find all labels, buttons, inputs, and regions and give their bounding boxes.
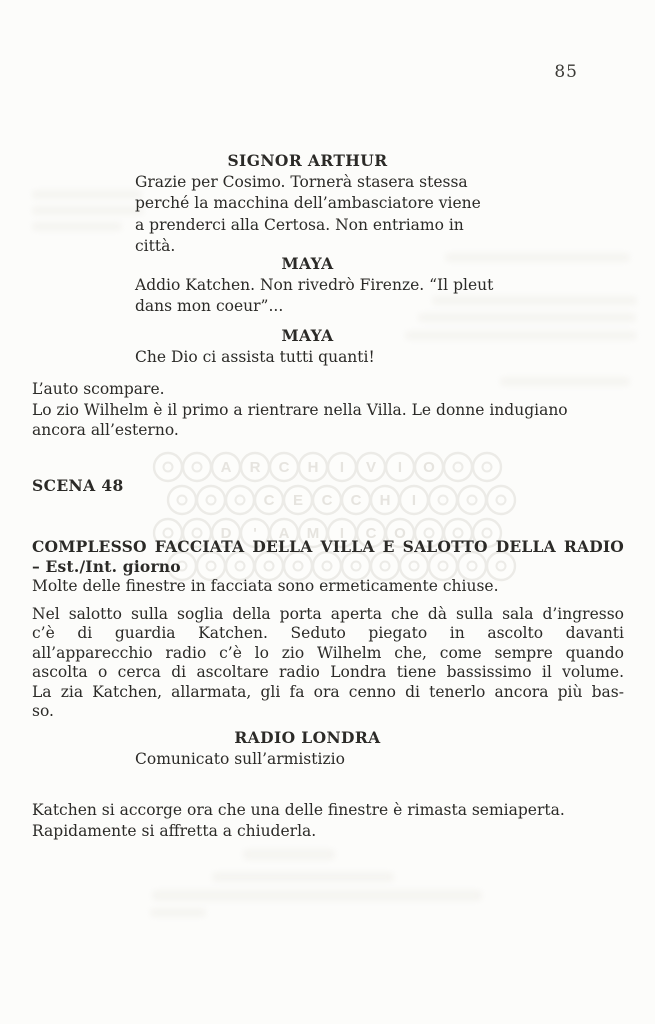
dialogue-lines: Grazie per Cosimo. Tornerà stasera stessa perché la macchina dell’ambasciatore viene a prenderci alla Certosa. Non entriamo in città. bbox=[135, 172, 481, 255]
bleedthrough-smudge bbox=[212, 872, 394, 882]
character-name: MAYA bbox=[281, 326, 334, 345]
dialogue-block-maya-2 bbox=[135, 325, 480, 368]
slugline-title: COMPLESSO FACCIATA DELLA VILLA E SALOTTO DELLA RADIO – Est./Int. giorno bbox=[32, 537, 624, 576]
svg-text:C: C bbox=[350, 492, 362, 509]
bleedthrough-smudge bbox=[152, 890, 482, 901]
character-name: MAYA bbox=[281, 254, 334, 273]
svg-text:C: C bbox=[278, 459, 290, 476]
svg-text:': ' bbox=[253, 525, 257, 542]
scene-heading: SCENA 48 bbox=[32, 476, 124, 495]
svg-text:A: A bbox=[278, 525, 290, 542]
svg-text:H: H bbox=[307, 459, 319, 476]
svg-text:I: I bbox=[339, 459, 345, 476]
slugline-description: Molte delle finestre in facciata sono ermeticamente chiuse. bbox=[32, 577, 499, 595]
character-name: RADIO LONDRA bbox=[234, 728, 381, 747]
scene-slugline bbox=[32, 537, 624, 597]
svg-text:E: E bbox=[292, 492, 304, 509]
action-paragraph-salotto: Nel salotto sulla soglia della porta aperta che dà sulla sala d’ingresso c’è di guardia Katchen. Seduto piegato in ascolto davanti all’apparecchio radio c’è lo zio Wilhelm che, come sempre quando ascolta o cerca di ascoltare radio Londra tiene bassissimo il volume. La zia Katchen, allarmata, gli fa ora cenno di tenerlo ancora più bas- so. bbox=[32, 605, 624, 721]
dialogue-lines: Comunicato sull’armistizio bbox=[135, 749, 345, 768]
svg-text:C: C bbox=[365, 525, 377, 542]
svg-text:I: I bbox=[411, 492, 417, 509]
svg-text:A: A bbox=[220, 459, 232, 476]
dialogue-lines: Addio Katchen. Non rivedrò Firenze. “Il pleut dans mon coeur”... bbox=[135, 275, 494, 315]
dialogue-block-maya-1 bbox=[135, 253, 494, 318]
bleedthrough-smudge bbox=[243, 849, 335, 860]
action-paragraph-auto: L’auto scompare. Lo zio Wilhelm è il primo a rientrare nella Villa. Le donne indugiano ancora all’esterno. bbox=[32, 380, 568, 439]
svg-text:O: O bbox=[394, 525, 406, 542]
action-paragraph-katchen: Katchen si accorge ora che una delle finestre è rimasta semiaperta. Rapidamente si affretta a chiuderla. bbox=[32, 801, 565, 840]
svg-text:V: V bbox=[365, 459, 377, 476]
bleedthrough-smudge bbox=[32, 222, 122, 231]
svg-text:C: C bbox=[263, 492, 275, 509]
dialogue-block-radio-londra bbox=[135, 727, 480, 770]
dialogue-block-signor-arthur bbox=[135, 150, 480, 258]
svg-text:I: I bbox=[397, 459, 403, 476]
svg-text:C: C bbox=[321, 492, 333, 509]
svg-text:H: H bbox=[379, 492, 391, 509]
bleedthrough-smudge bbox=[150, 908, 206, 917]
svg-text:R: R bbox=[249, 459, 261, 476]
page-number: 85 bbox=[554, 62, 578, 82]
svg-text:I: I bbox=[339, 525, 345, 542]
svg-text:O: O bbox=[423, 459, 435, 476]
svg-text:M: M bbox=[306, 525, 320, 542]
bleedthrough-smudge bbox=[32, 190, 142, 199]
character-name: SIGNOR ARTHUR bbox=[227, 151, 388, 170]
dialogue-lines: Che Dio ci assista tutti quanti! bbox=[135, 347, 375, 366]
svg-text:D: D bbox=[220, 525, 232, 542]
bleedthrough-smudge bbox=[32, 206, 144, 215]
